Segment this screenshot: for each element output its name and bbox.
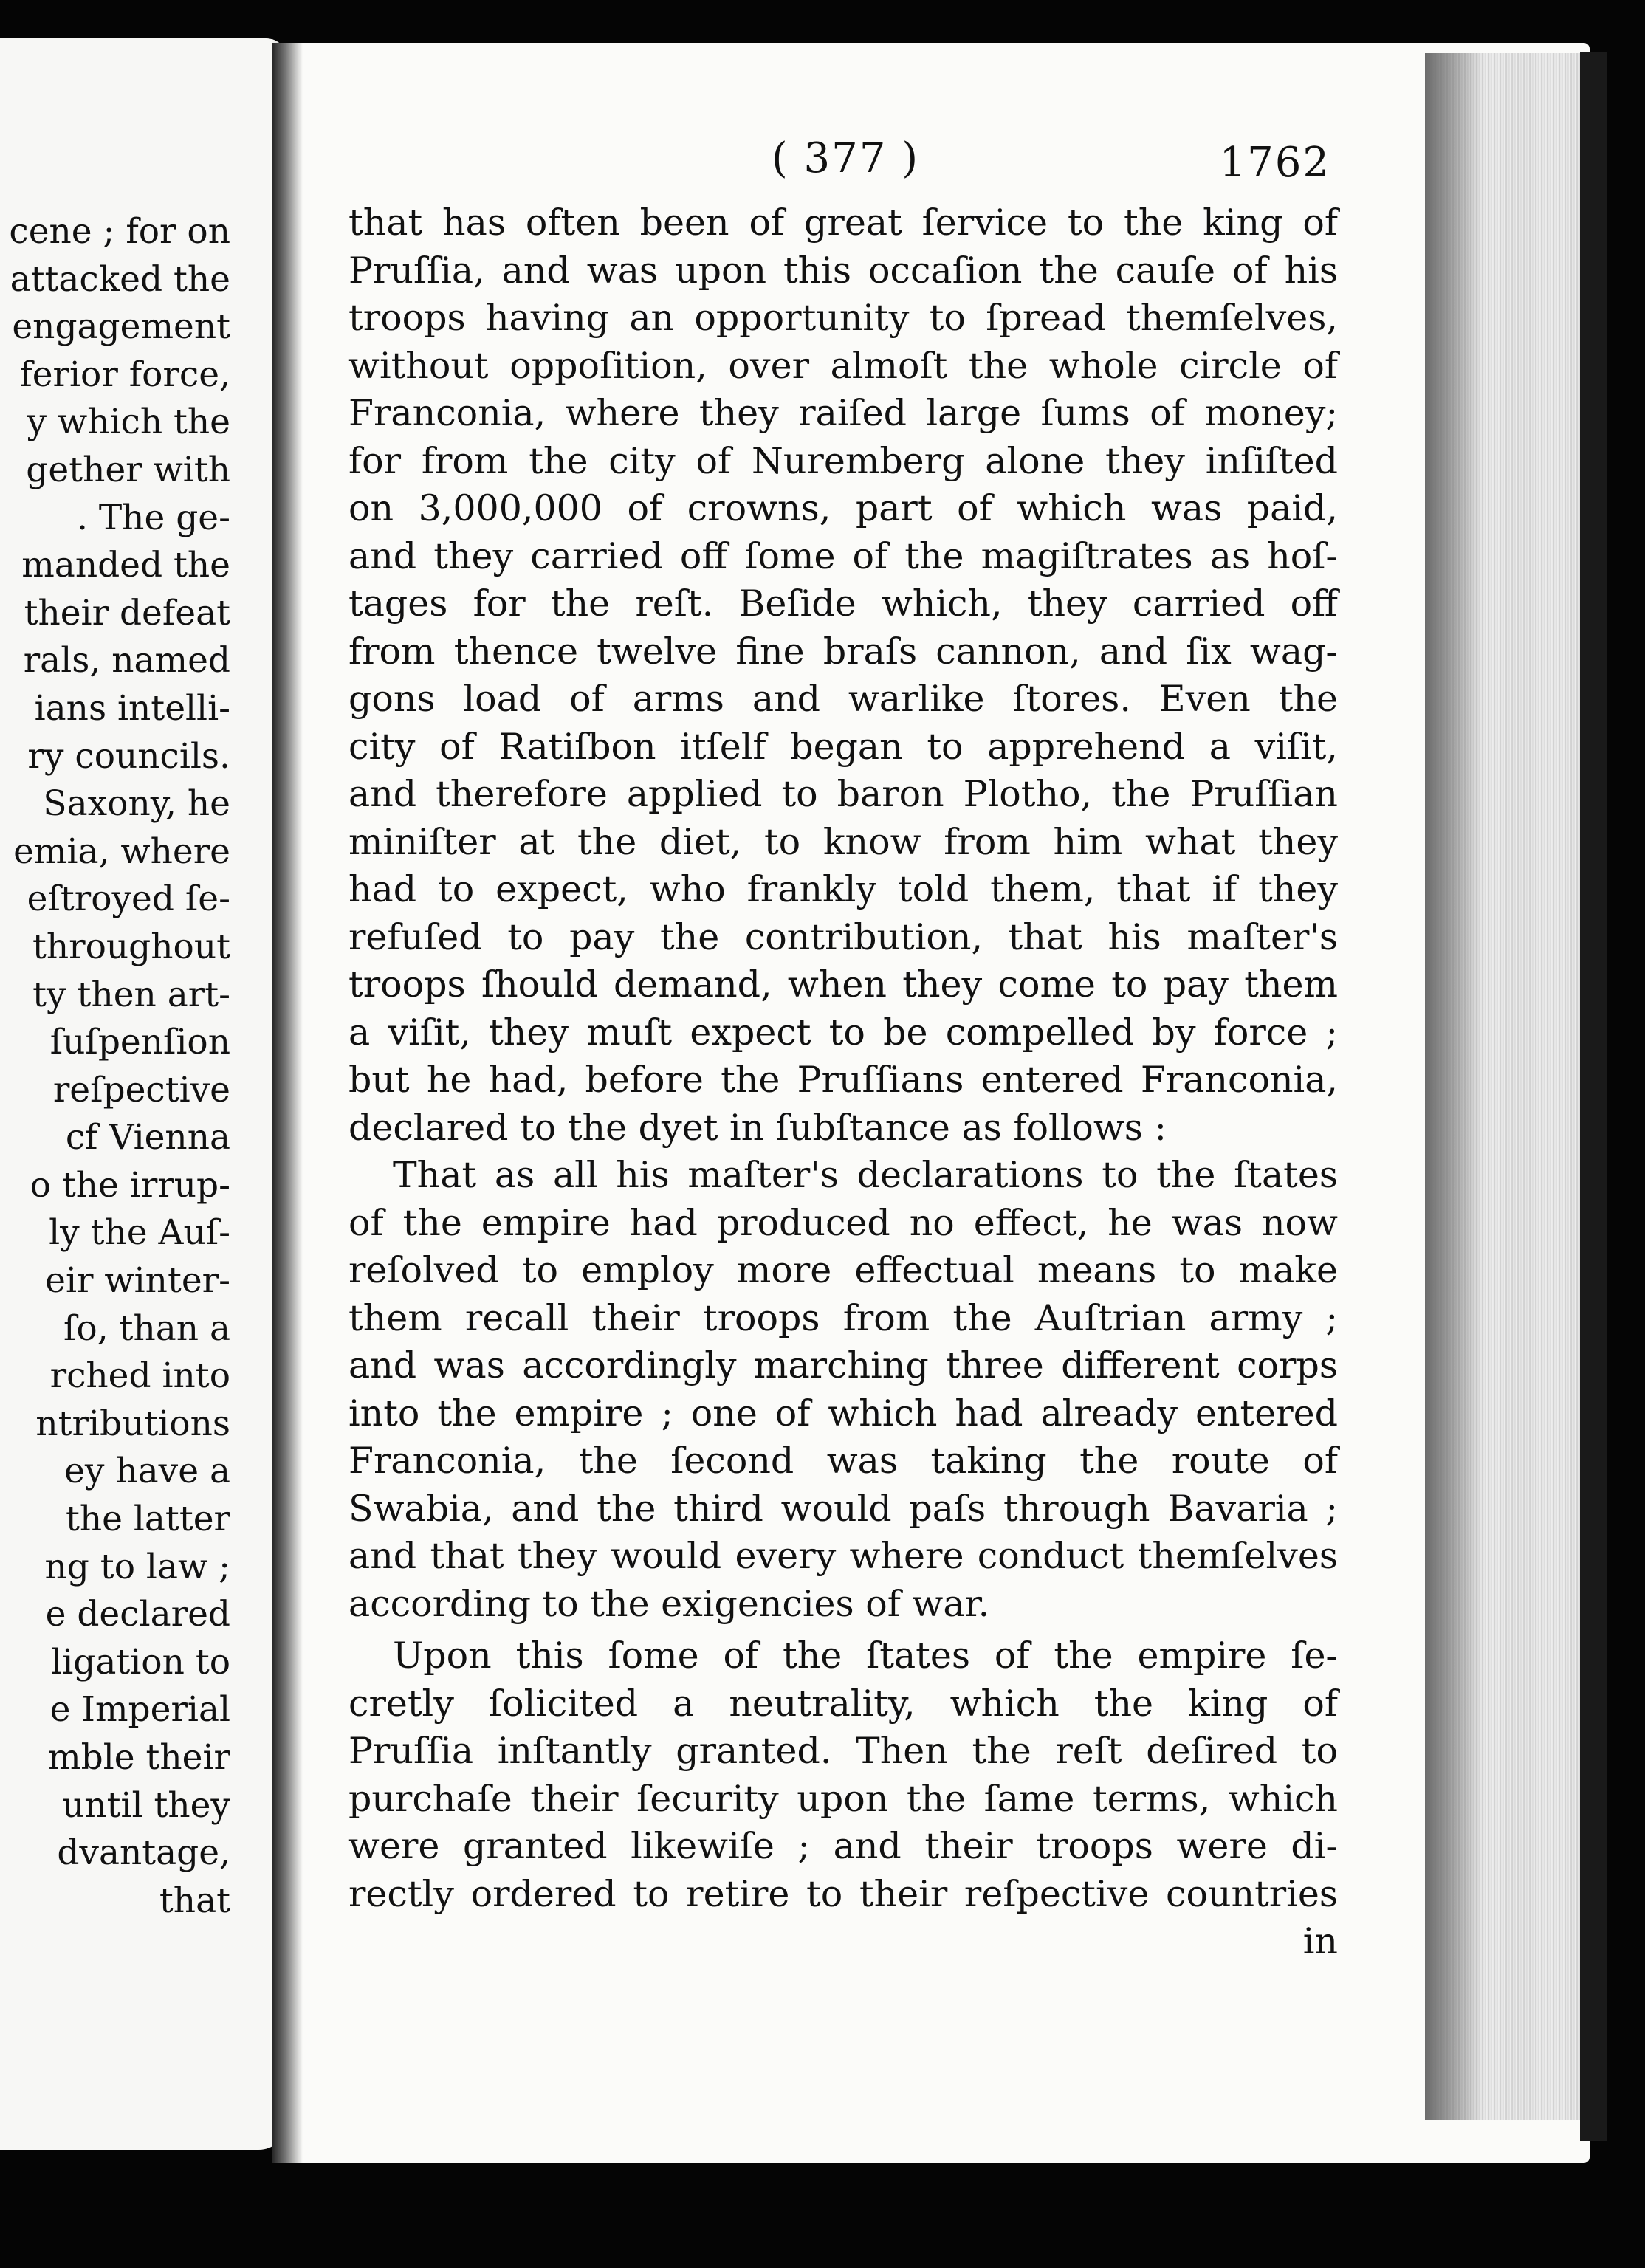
left-page-line: cf Vienna xyxy=(65,1117,230,1158)
text-line: Franconia, where they raiſed large ſums of money; xyxy=(348,392,1338,434)
text-line: of the empire had produced no effect, he was now xyxy=(348,1201,1338,1244)
left-page-line: ſo, than a xyxy=(63,1307,230,1349)
left-page-line: rched into xyxy=(49,1355,230,1397)
left-page-line: ty then art- xyxy=(32,974,230,1015)
text-line: refuſed to pay the contribution, that his maſter's xyxy=(348,915,1338,958)
text-line: and that they would every where conduct themſelves xyxy=(348,1535,1338,1577)
main-text-column xyxy=(348,199,1338,1966)
text-line: had to expect, who frankly told them, that if they xyxy=(348,868,1338,910)
left-page-line: the latter xyxy=(65,1499,230,1540)
text-line: and therefore applied to baron Plotho, the Pruſſian xyxy=(348,773,1338,815)
left-page-text-column xyxy=(0,208,230,1925)
left-page-line: attacked the xyxy=(10,258,230,300)
left-page-line: that xyxy=(159,1880,230,1921)
left-page-line: mble their xyxy=(48,1737,230,1778)
text-line: according to the exigencies of war. xyxy=(348,1582,990,1625)
text-line: Upon this ſome of the ſtates of the empire ſe- xyxy=(393,1635,1338,1677)
text-line: rectly ordered to retire to their reſpective countries xyxy=(348,1872,1338,1915)
text-line: from thence twelve fine braſs cannon, and ſix wag- xyxy=(348,630,1338,673)
left-page-line: their defeat xyxy=(24,592,230,633)
text-line: Swabia, and the third would paſs through Bavaria ; xyxy=(348,1487,1338,1530)
left-page-line: ians intelli- xyxy=(34,687,230,729)
left-page-line: o the irrup- xyxy=(30,1164,230,1206)
left-page-line: eir winter- xyxy=(45,1260,230,1302)
text-line: Franconia, the ſecond was taking the route of xyxy=(348,1440,1338,1482)
page-stack-shadow xyxy=(1425,53,1484,2120)
text-line: city of Ratiſbon itſelf began to apprehend a viſit, xyxy=(348,725,1338,768)
left-page-line: eſtroyed ſe- xyxy=(27,879,230,920)
left-page-line: until they xyxy=(62,1784,230,1826)
text-line: declared to the dyet in ſubſtance as follows : xyxy=(348,1106,1167,1149)
running-header xyxy=(347,126,1344,192)
left-page-line: engagement xyxy=(12,306,230,348)
left-page-line: y which the xyxy=(27,402,230,443)
left-facing-page xyxy=(0,38,288,2150)
left-page-line: ey have a xyxy=(64,1451,230,1492)
text-line: tages for the reſt. Beſide which, they carried off xyxy=(348,583,1338,625)
left-page-line: e Imperial xyxy=(49,1689,230,1731)
text-line: reſolved to employ more effectual means to make xyxy=(348,1249,1338,1291)
left-page-line: e declared xyxy=(45,1594,230,1635)
left-page-line: Saxony, he xyxy=(43,783,230,825)
text-line: on 3,000,000 of crowns, part of which was paid, xyxy=(348,487,1338,529)
text-line: were granted likewiſe ; and their troops were di- xyxy=(348,1825,1338,1867)
catchword: in xyxy=(1302,1920,1338,1962)
left-page-line: ligation to xyxy=(51,1641,230,1683)
text-line: a viſit, they muſt expect to be compelled by force ; xyxy=(348,1011,1338,1054)
left-page-line: emia, where xyxy=(13,831,230,872)
paragraph xyxy=(348,1152,1338,1628)
text-line: into the empire ; one of which had already entered xyxy=(348,1392,1338,1434)
header-year: 1762 xyxy=(1219,139,1330,187)
paragraph xyxy=(348,1632,1338,1966)
text-line: for from the city of Nuremberg alone they inſiſted xyxy=(348,439,1338,482)
text-line: cretly ſolicited a neutrality, which the king of xyxy=(348,1682,1338,1725)
text-line: Pruſſia inſtantly granted. Then the reſt deſired to xyxy=(348,1730,1338,1772)
text-line: but he had, before the Pruſſians entered Franconia, xyxy=(348,1059,1338,1101)
left-page-line: manded the xyxy=(21,545,230,586)
text-line: miniſter at the diet, to know from him what they xyxy=(348,820,1338,863)
text-line: and they carried off ſome of the magiſtrates as hoſ- xyxy=(348,535,1338,577)
left-page-line: gether with xyxy=(26,449,230,490)
text-line: gons load of arms and warlike ſtores. Even the xyxy=(348,678,1338,720)
left-page-line: ferior force, xyxy=(19,354,230,395)
left-page-line: . The ge- xyxy=(76,497,230,538)
text-line: and was accordingly marching three different corps xyxy=(348,1344,1338,1386)
left-page-line: ntributions xyxy=(35,1403,230,1444)
left-page-line: ng to law ; xyxy=(44,1546,230,1587)
text-line: that has often been of great ſervice to the king of xyxy=(348,202,1338,244)
text-line: Pruſſia, and was upon this occaſion the cauſe of his xyxy=(348,249,1338,292)
book-cover-edge xyxy=(1580,52,1607,2141)
text-line: without oppoſition, over almoſt the whole circle of xyxy=(348,344,1338,387)
left-page-line: cene ; for on xyxy=(9,211,230,252)
paragraph xyxy=(348,199,1338,1152)
text-line: That as all his maſter's declarations to the ſtates xyxy=(393,1154,1338,1196)
left-page-line: rals, named xyxy=(23,640,230,681)
left-page-line: reſpective xyxy=(52,1069,230,1110)
text-line: purchaſe their ſecurity upon the ſame terms, which xyxy=(348,1777,1338,1820)
book-gutter xyxy=(272,43,303,2163)
left-page-line: ſuſpenſion xyxy=(49,1022,230,1063)
left-page-line: ry councils. xyxy=(27,735,230,777)
text-line: them recall their troops from the Auſtrian army ; xyxy=(348,1296,1338,1339)
page-number: ( 377 ) xyxy=(771,134,920,182)
text-line: troops ſhould demand, when they come to pay them xyxy=(348,963,1338,1006)
left-page-line: dvantage, xyxy=(57,1832,230,1874)
text-line: troops having an opportunity to ſpread themſelves, xyxy=(348,297,1338,339)
left-page-line: throughout xyxy=(32,926,230,967)
left-page-line: ly the Auſ- xyxy=(49,1212,230,1254)
